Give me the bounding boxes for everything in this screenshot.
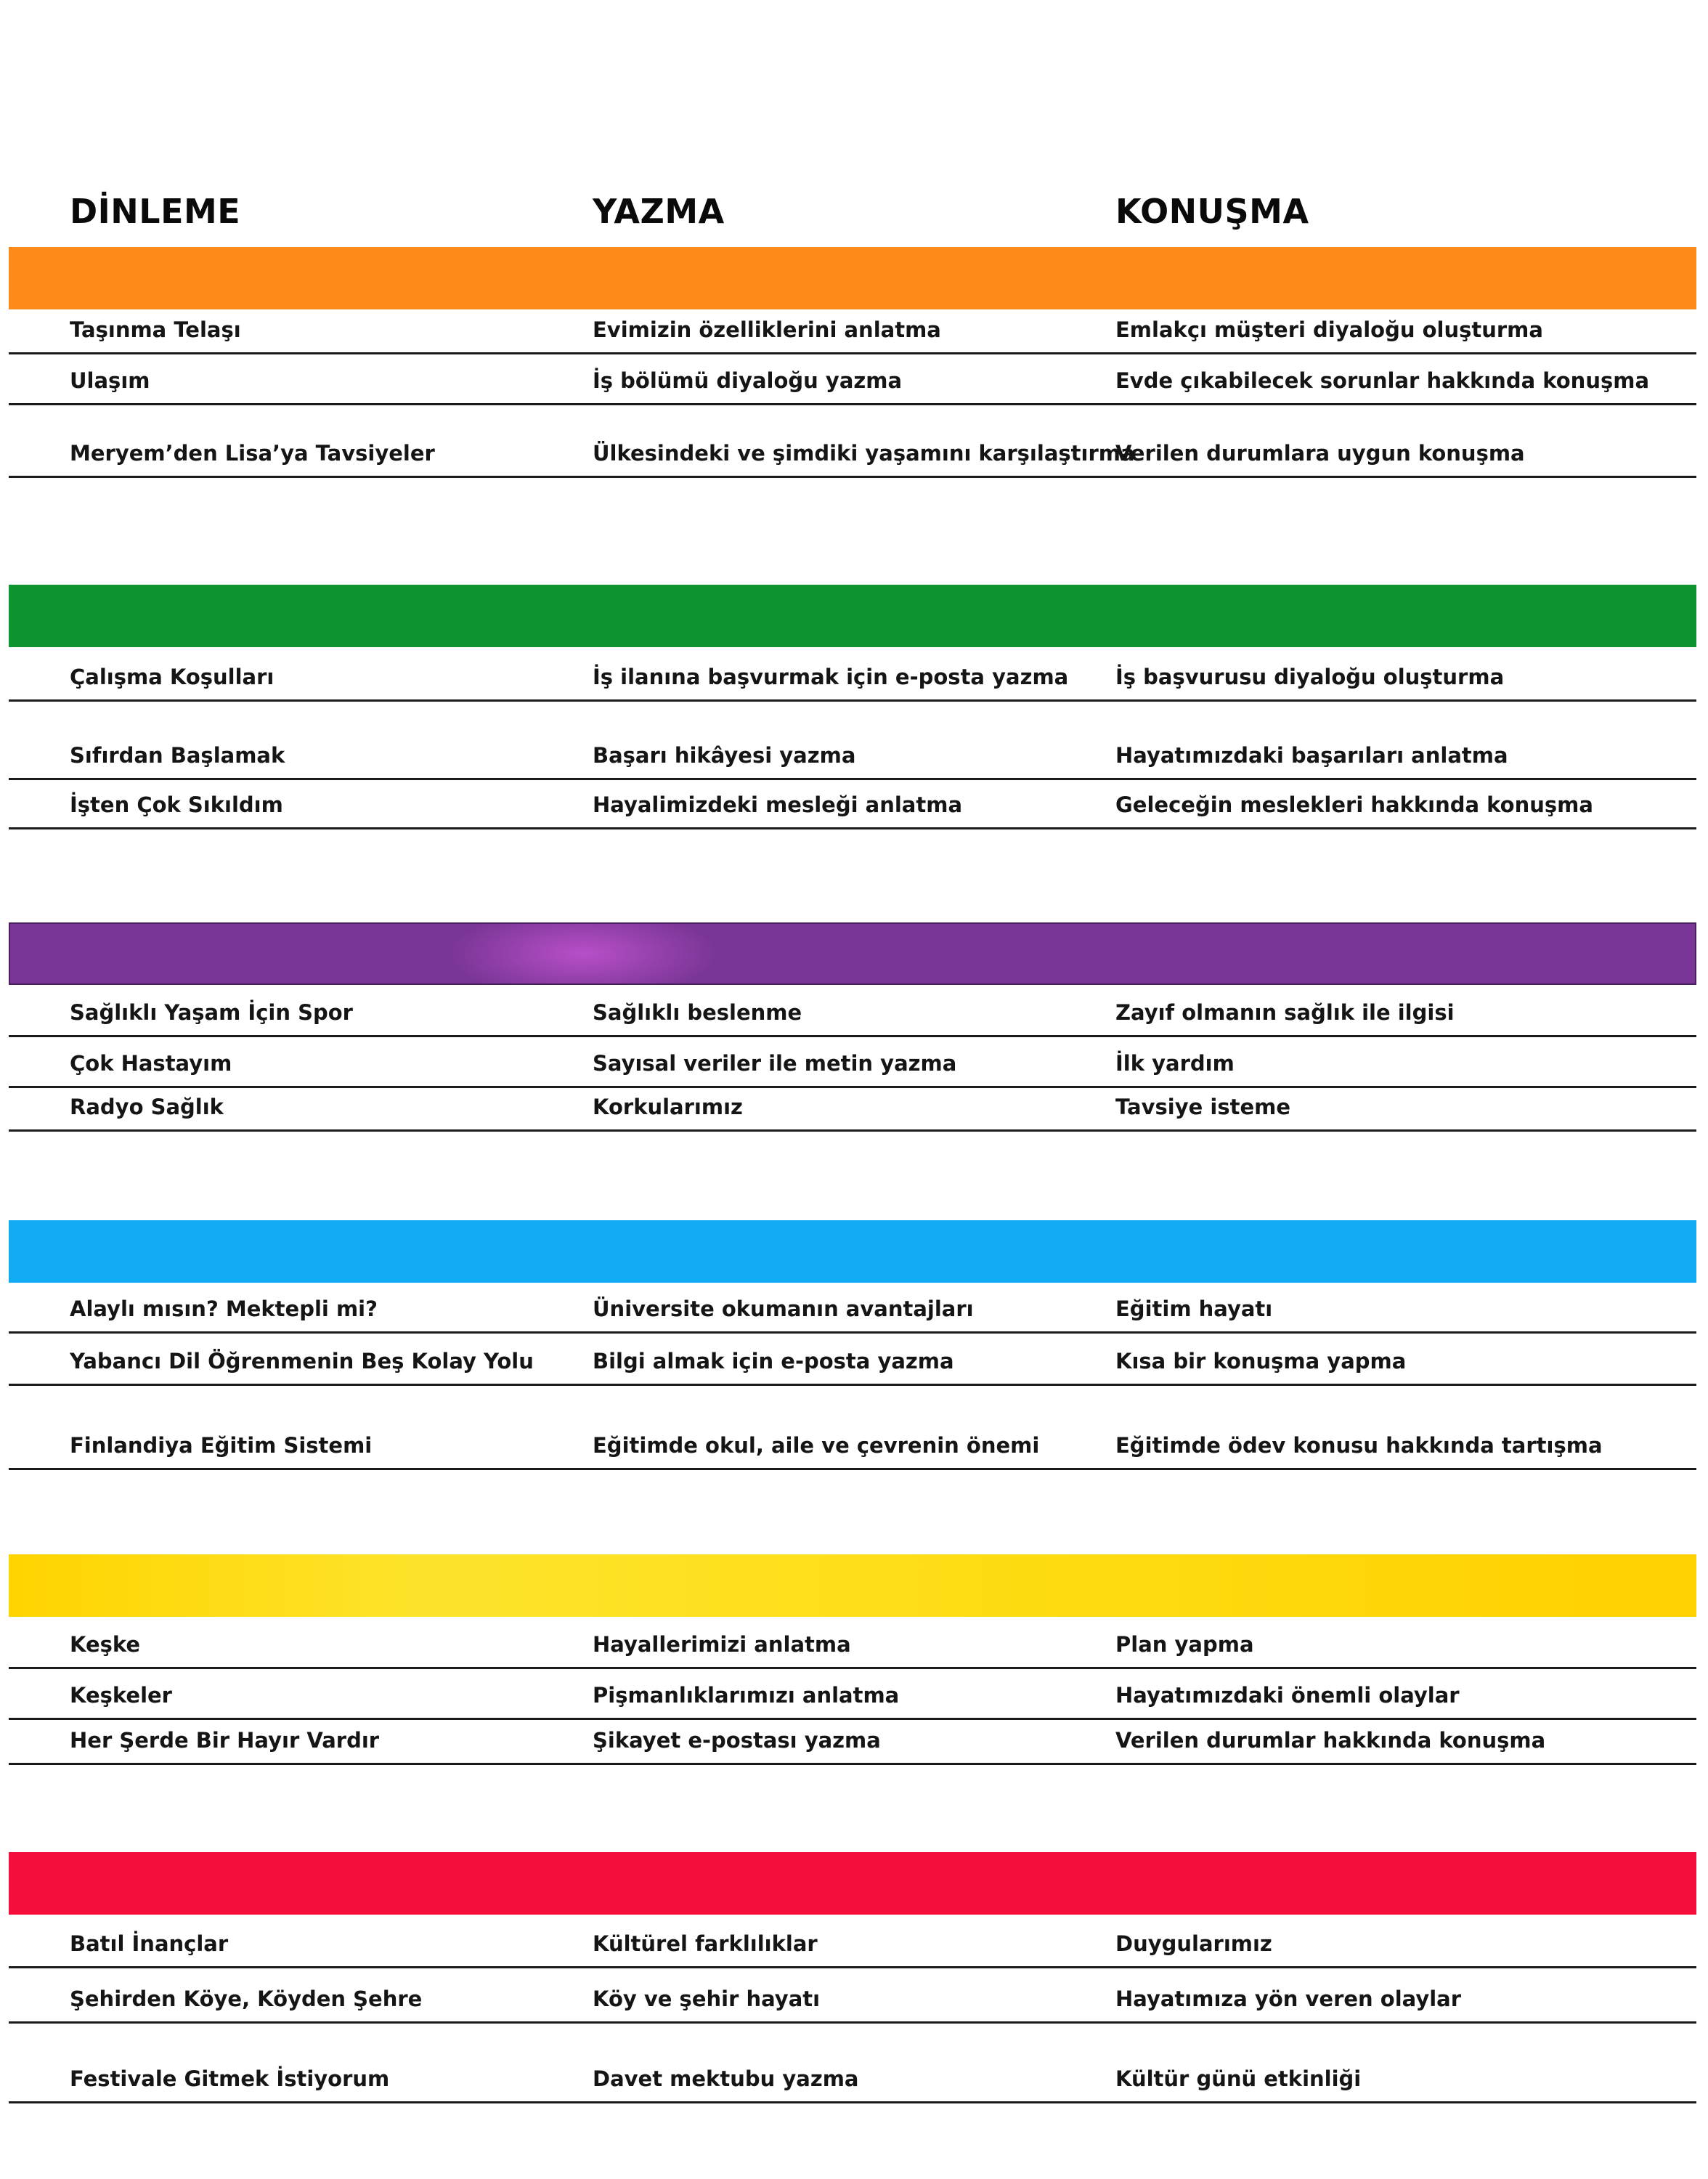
table-row — [9, 780, 1696, 829]
table-row — [9, 1915, 1696, 1968]
table-row — [9, 1720, 1696, 1765]
table-row — [9, 986, 1696, 1037]
table-row — [9, 312, 1696, 354]
listening-cell: Radyo Sağlık — [70, 1095, 224, 1120]
table-row — [9, 1618, 1696, 1669]
speaking-cell: İlk yardım — [1115, 1051, 1235, 1076]
listening-cell: Meryem’den Lisa’ya Tavsiyeler — [70, 441, 435, 466]
table-row — [9, 1669, 1696, 1720]
listening-cell: İşten Çok Sıkıldım — [70, 792, 283, 818]
listening-cell: Şehirden Köye, Köyden Şehre — [70, 1987, 423, 2012]
speaking-cell: Evde çıkabilecek sorunlar hakkında konuşma — [1115, 368, 1650, 394]
speaking-cell: Kısa bir konuşma yapma — [1115, 1349, 1407, 1374]
writing-cell: Korkularımız — [593, 1095, 743, 1120]
speaking-cell: Duygularımız — [1115, 1931, 1272, 1957]
writing-cell: İş ilanına başvurmak için e-posta yazma — [593, 665, 1069, 690]
table-row — [9, 2024, 1696, 2103]
table-row — [9, 1968, 1696, 2024]
speaking-cell: Eğitim hayatı — [1115, 1297, 1273, 1322]
color-band-blue — [9, 1220, 1696, 1283]
writing-cell: Şikayet e-postası yazma — [593, 1728, 881, 1753]
speaking-cell: Hayatımızdaki önemli olaylar — [1115, 1683, 1460, 1708]
writing-cell: Başarı hikâyesi yazma — [593, 743, 856, 768]
listening-cell: Keşke — [70, 1632, 141, 1657]
writing-cell: Davet mektubu yazma — [593, 2066, 859, 2092]
listening-cell: Finlandiya Eğitim Sistemi — [70, 1433, 373, 1458]
speaking-cell: İş başvurusu diyaloğu oluşturma — [1115, 665, 1505, 690]
speaking-cell: Geleceğin meslekleri hakkında konuşma — [1115, 792, 1593, 818]
listening-cell: Yabancı Dil Öğrenmenin Beş Kolay Yolu — [70, 1349, 534, 1374]
heading-writing: YAZMA — [593, 192, 725, 231]
writing-cell: Pişmanlıklarımızı anlatma — [593, 1683, 900, 1708]
speaking-cell: Eğitimde ödev konusu hakkında tartışma — [1115, 1433, 1603, 1458]
writing-cell: Bilgi almak için e-posta yazma — [593, 1349, 954, 1374]
listening-cell: Alaylı mısın? Mektepli mi? — [70, 1297, 378, 1322]
table-row — [9, 405, 1696, 478]
writing-cell: Hayallerimizi anlatma — [593, 1632, 851, 1657]
speaking-cell: Hayatımıza yön veren olaylar — [1115, 1987, 1462, 2012]
listening-cell: Ulaşım — [70, 368, 150, 394]
listening-cell: Sağlıklı Yaşam İçin Spor — [70, 1000, 353, 1026]
writing-cell: Hayalimizdeki mesleği anlatma — [593, 792, 963, 818]
writing-cell: Evimizin özelliklerini anlatma — [593, 317, 941, 343]
speaking-cell: Hayatımızdaki başarıları anlatma — [1115, 743, 1508, 768]
listening-cell: Sıfırdan Başlamak — [70, 743, 285, 768]
table-row — [9, 642, 1696, 702]
table-row — [9, 1088, 1696, 1132]
listening-cell: Çalışma Koşulları — [70, 665, 274, 690]
color-band-purple — [9, 922, 1696, 985]
table-row — [9, 354, 1696, 405]
table-row — [9, 1386, 1696, 1470]
writing-cell: İş bölümü diyaloğu yazma — [593, 368, 903, 394]
speaking-cell: Verilen durumlara uygun konuşma — [1115, 441, 1525, 466]
listening-cell: Taşınma Telaşı — [70, 317, 241, 343]
speaking-cell: Emlakçı müşteri diyaloğu oluşturma — [1115, 317, 1543, 343]
listening-cell: Çok Hastayım — [70, 1051, 232, 1076]
listening-cell: Her Şerde Bir Hayır Vardır — [70, 1728, 380, 1753]
heading-speaking: KONUŞMA — [1115, 192, 1309, 231]
writing-cell: Sayısal veriler ile metin yazma — [593, 1051, 957, 1076]
listening-cell: Batıl İnançlar — [70, 1931, 229, 1957]
heading-listening: DİNLEME — [70, 192, 241, 231]
color-band-red — [9, 1852, 1696, 1915]
color-band-yellow — [9, 1554, 1696, 1617]
speaking-cell: Tavsiye isteme — [1115, 1095, 1291, 1120]
speaking-cell: Plan yapma — [1115, 1632, 1254, 1657]
table-row — [9, 702, 1696, 780]
table-row — [9, 1334, 1696, 1386]
listening-cell: Keşkeler — [70, 1683, 172, 1708]
writing-cell: Üniversite okumanın avantajları — [593, 1297, 974, 1322]
writing-cell: Kültürel farklılıklar — [593, 1931, 818, 1957]
writing-cell: Eğitimde okul, aile ve çevrenin önemi — [593, 1433, 1040, 1458]
writing-cell: Sağlıklı beslenme — [593, 1000, 802, 1026]
speaking-cell: Zayıf olmanın sağlık ile ilgisi — [1115, 1000, 1455, 1026]
writing-cell: Köy ve şehir hayatı — [593, 1987, 821, 2012]
speaking-cell: Kültür günü etkinliği — [1115, 2066, 1362, 2092]
color-band-orange — [9, 247, 1696, 309]
speaking-cell: Verilen durumlar hakkında konuşma — [1115, 1728, 1546, 1753]
color-band-green — [9, 585, 1696, 647]
listening-cell: Festivale Gitmek İstiyorum — [70, 2066, 390, 2092]
table-row — [9, 1283, 1696, 1334]
table-row — [9, 1037, 1696, 1088]
writing-cell: Ülkesindeki ve şimdiki yaşamını karşılaştırma — [593, 441, 1135, 466]
